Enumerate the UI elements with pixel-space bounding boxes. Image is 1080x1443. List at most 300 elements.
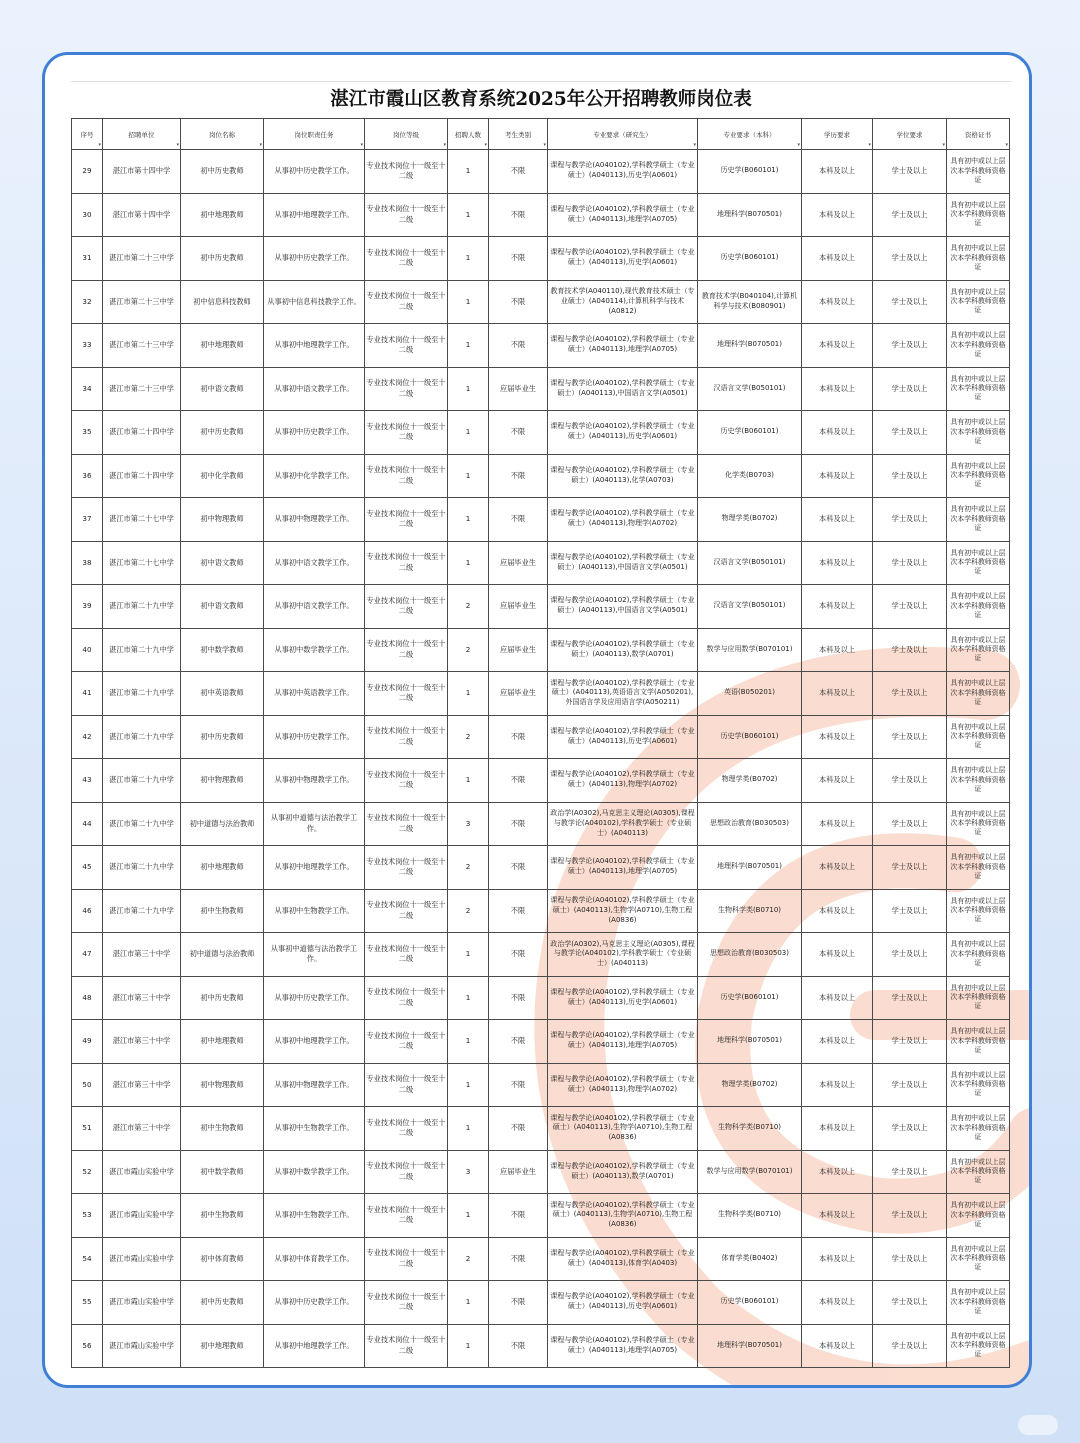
cell-count: 1 <box>448 976 489 1020</box>
cell-unit: 湛江市第二十九中学 <box>103 889 181 933</box>
cell-major-grad: 政治学(A0302),马克思主义理论(A0305),课程与教学论(A040102),学科教学硕士（专业硕士）(A040113) <box>548 802 698 846</box>
cell-grade: 专业技术岗位十一级至十二级 <box>365 1194 448 1238</box>
cell-education: 本科及以上 <box>802 1107 873 1151</box>
cell-degree: 学士及以上 <box>873 976 947 1020</box>
cell-post: 初中生物教师 <box>181 1107 264 1151</box>
cell-unit: 湛江市第二十九中学 <box>103 715 181 759</box>
cell-major-ug: 生物科学类(B0710) <box>698 889 802 933</box>
cell-major-ug: 历史学(B060101) <box>698 150 802 194</box>
table-row <box>72 324 1010 368</box>
cell-unit: 湛江市第二十九中学 <box>103 672 181 716</box>
cell-degree: 学士及以上 <box>873 715 947 759</box>
header-major-grad[interactable]: 专业要求（研究生） ▾ <box>548 119 698 150</box>
cell-degree: 学士及以上 <box>873 454 947 498</box>
cell-post: 初中化学教师 <box>181 454 264 498</box>
cell-unit: 湛江市第二十七中学 <box>103 541 181 585</box>
cell-count: 1 <box>448 933 489 977</box>
cell-major-grad: 课程与教学论(A040102),学科教学硕士（专业硕士）(A040113),化学(A0703) <box>548 454 698 498</box>
cell-education: 本科及以上 <box>802 933 873 977</box>
cell-grade: 专业技术岗位十一级至十二级 <box>365 715 448 759</box>
cell-grade: 专业技术岗位十一级至十二级 <box>365 976 448 1020</box>
table-row <box>72 1194 1010 1238</box>
cell-duty: 从事初中数学教学工作。 <box>264 628 365 672</box>
cell-education: 本科及以上 <box>802 715 873 759</box>
header-type[interactable]: 考生类别 ▾ <box>489 119 548 150</box>
cell-major-ug: 地理科学(B070501) <box>698 193 802 237</box>
header-seq[interactable]: 序号 ▾ <box>72 119 103 150</box>
header-duty[interactable]: 岗位职责任务 ▾ <box>264 119 365 150</box>
cell-seq: 50 <box>72 1063 103 1107</box>
cell-degree: 学士及以上 <box>873 237 947 281</box>
cell-duty: 从事初中历史教学工作。 <box>264 411 365 455</box>
header-certificate[interactable]: 资格证书 ▾ <box>947 119 1010 150</box>
cell-unit: 湛江市霞山实验中学 <box>103 1324 181 1368</box>
cell-type: 不限 <box>489 280 548 324</box>
cell-grade: 专业技术岗位十一级至十二级 <box>365 541 448 585</box>
cell-unit: 湛江市第十四中学 <box>103 150 181 194</box>
cell-type: 应届毕业生 <box>489 672 548 716</box>
cell-unit: 湛江市第三十中学 <box>103 1020 181 1064</box>
cell-duty: 从事初中生物教学工作。 <box>264 1107 365 1151</box>
cell-certificate: 具有初中或以上层次本学科教师资格证 <box>947 193 1010 237</box>
cell-education: 本科及以上 <box>802 846 873 890</box>
filter-arrow-icon: ▾ <box>797 142 800 148</box>
cell-major-ug: 思想政治教育(B030503) <box>698 802 802 846</box>
cell-grade: 专业技术岗位十一级至十二级 <box>365 846 448 890</box>
cell-count: 1 <box>448 1020 489 1064</box>
cell-seq: 56 <box>72 1324 103 1368</box>
cell-certificate: 具有初中或以上层次本学科教师资格证 <box>947 1107 1010 1151</box>
cell-unit: 湛江市第三十中学 <box>103 976 181 1020</box>
cell-education: 本科及以上 <box>802 889 873 933</box>
cell-certificate: 具有初中或以上层次本学科教师资格证 <box>947 672 1010 716</box>
cell-degree: 学士及以上 <box>873 541 947 585</box>
cell-major-grad: 课程与教学论(A040102),学科教学硕士（专业硕士）(A040113),地理学(A0705) <box>548 846 698 890</box>
cell-grade: 专业技术岗位十一级至十二级 <box>365 324 448 368</box>
cell-unit: 湛江市第三十中学 <box>103 1107 181 1151</box>
cell-post: 初中历史教师 <box>181 715 264 759</box>
cell-unit: 湛江市第三十中学 <box>103 1063 181 1107</box>
table-row <box>72 193 1010 237</box>
cell-post: 初中历史教师 <box>181 976 264 1020</box>
cell-grade: 专业技术岗位十一级至十二级 <box>365 889 448 933</box>
cell-duty: 从事初中语文教学工作。 <box>264 367 365 411</box>
header-major-ug[interactable]: 专业要求（本科） ▾ <box>698 119 802 150</box>
cell-unit: 湛江市霞山实验中学 <box>103 1237 181 1281</box>
filter-arrow-icon: ▾ <box>98 142 101 148</box>
cell-seq: 37 <box>72 498 103 542</box>
cell-education: 本科及以上 <box>802 411 873 455</box>
cell-major-ug: 地理科学(B070501) <box>698 846 802 890</box>
cell-certificate: 具有初中或以上层次本学科教师资格证 <box>947 1150 1010 1194</box>
cell-degree: 学士及以上 <box>873 846 947 890</box>
cell-duty: 从事初中化学教学工作。 <box>264 454 365 498</box>
cell-count: 3 <box>448 1150 489 1194</box>
header-degree[interactable]: 学位要求 ▾ <box>873 119 947 150</box>
table-row <box>72 889 1010 933</box>
cell-duty: 从事初中道德与法治教学工作。 <box>264 802 365 846</box>
cell-post: 初中道德与法治教师 <box>181 802 264 846</box>
header-grade[interactable]: 岗位等级 ▾ <box>365 119 448 150</box>
cell-type: 应届毕业生 <box>489 585 548 629</box>
cell-seq: 45 <box>72 846 103 890</box>
cell-major-ug: 体育学类(B0402) <box>698 1237 802 1281</box>
cell-post: 初中体育教师 <box>181 1237 264 1281</box>
cell-major-grad: 课程与教学论(A040102),学科教学硕士（专业硕士）(A040113),地理学(A0705) <box>548 1020 698 1064</box>
cell-post: 初中历史教师 <box>181 150 264 194</box>
cell-post: 初中地理教师 <box>181 1324 264 1368</box>
cell-education: 本科及以上 <box>802 1020 873 1064</box>
cell-education: 本科及以上 <box>802 150 873 194</box>
cell-education: 本科及以上 <box>802 280 873 324</box>
cell-certificate: 具有初中或以上层次本学科教师资格证 <box>947 889 1010 933</box>
cell-count: 1 <box>448 237 489 281</box>
cell-seq: 49 <box>72 1020 103 1064</box>
cell-certificate: 具有初中或以上层次本学科教师资格证 <box>947 280 1010 324</box>
cell-major-ug: 数学与应用数学(B070101) <box>698 628 802 672</box>
cell-certificate: 具有初中或以上层次本学科教师资格证 <box>947 1063 1010 1107</box>
header-post[interactable]: 岗位名称 ▾ <box>181 119 264 150</box>
cell-count: 1 <box>448 498 489 542</box>
cell-degree: 学士及以上 <box>873 411 947 455</box>
cell-education: 本科及以上 <box>802 759 873 803</box>
cell-degree: 学士及以上 <box>873 802 947 846</box>
cell-count: 1 <box>448 1324 489 1368</box>
cell-major-ug: 教育技术学(B040104),计算机科学与技术(B080901) <box>698 280 802 324</box>
cell-post: 初中地理教师 <box>181 324 264 368</box>
cell-count: 1 <box>448 1107 489 1151</box>
cell-certificate: 具有初中或以上层次本学科教师资格证 <box>947 150 1010 194</box>
cell-duty: 从事初中物理教学工作。 <box>264 498 365 542</box>
cell-type: 应届毕业生 <box>489 367 548 411</box>
cell-certificate: 具有初中或以上层次本学科教师资格证 <box>947 454 1010 498</box>
table-row <box>72 628 1010 672</box>
header-unit[interactable]: 招聘单位 ▾ <box>103 119 181 150</box>
table-row <box>72 1150 1010 1194</box>
cell-certificate: 具有初中或以上层次本学科教师资格证 <box>947 976 1010 1020</box>
table-row <box>72 411 1010 455</box>
cell-count: 3 <box>448 802 489 846</box>
cell-grade: 专业技术岗位十一级至十二级 <box>365 498 448 542</box>
table-row <box>72 367 1010 411</box>
cell-count: 2 <box>448 585 489 629</box>
cell-education: 本科及以上 <box>802 454 873 498</box>
cell-major-grad: 课程与教学论(A040102),学科教学硕士（专业硕士）(A040113),中国语言文学(A0501) <box>548 367 698 411</box>
cell-education: 本科及以上 <box>802 237 873 281</box>
table-body <box>72 150 1010 1368</box>
cell-count: 2 <box>448 846 489 890</box>
cell-major-grad: 课程与教学论(A040102),学科教学硕士（专业硕士）(A040113),历史学(A0601) <box>548 715 698 759</box>
table-row <box>72 1107 1010 1151</box>
corner-badge <box>1018 1415 1058 1435</box>
cell-type: 不限 <box>489 715 548 759</box>
cell-grade: 专业技术岗位十一级至十二级 <box>365 585 448 629</box>
cell-duty: 从事初中地理教学工作。 <box>264 846 365 890</box>
cell-degree: 学士及以上 <box>873 324 947 368</box>
cell-type: 不限 <box>489 933 548 977</box>
filter-arrow-icon: ▾ <box>868 142 871 148</box>
cell-education: 本科及以上 <box>802 324 873 368</box>
cell-post: 初中数学教师 <box>181 1150 264 1194</box>
cell-type: 不限 <box>489 759 548 803</box>
document-card <box>42 52 1032 1388</box>
cell-certificate: 具有初中或以上层次本学科教师资格证 <box>947 628 1010 672</box>
cell-degree: 学士及以上 <box>873 933 947 977</box>
cell-major-ug: 生物科学类(B0710) <box>698 1107 802 1151</box>
cell-certificate: 具有初中或以上层次本学科教师资格证 <box>947 759 1010 803</box>
cell-major-ug: 汉语言文学(B050101) <box>698 541 802 585</box>
cell-duty: 从事初中地理教学工作。 <box>264 324 365 368</box>
cell-major-ug: 物理学类(B0702) <box>698 498 802 542</box>
cell-major-grad: 课程与教学论(A040102),学科教学硕士（专业硕士）(A040113),英语语言文学(A050201),外国语言学及应用语言学(A050211) <box>548 672 698 716</box>
cell-major-ug: 地理科学(B070501) <box>698 1020 802 1064</box>
cell-post: 初中历史教师 <box>181 237 264 281</box>
cell-certificate: 具有初中或以上层次本学科教师资格证 <box>947 585 1010 629</box>
cell-duty: 从事初中生物教学工作。 <box>264 1194 365 1238</box>
cell-major-grad: 课程与教学论(A040102),学科教学硕士（专业硕士）(A040113),历史学(A0601) <box>548 976 698 1020</box>
cell-count: 1 <box>448 367 489 411</box>
cell-major-grad: 课程与教学论(A040102),学科教学硕士（专业硕士）(A040113),生物学(A0710),生物工程(A0836) <box>548 1107 698 1151</box>
cell-duty: 从事初中历史教学工作。 <box>264 237 365 281</box>
cell-post: 初中地理教师 <box>181 846 264 890</box>
cell-post: 初中生物教师 <box>181 1194 264 1238</box>
cell-duty: 从事初中信息科技教学工作。 <box>264 280 365 324</box>
cell-seq: 34 <box>72 367 103 411</box>
cell-count: 1 <box>448 1063 489 1107</box>
cell-count: 2 <box>448 889 489 933</box>
page-title: 湛江市霞山区教育系统2025年公开招聘教师岗位表 <box>71 81 1011 118</box>
cell-count: 1 <box>448 324 489 368</box>
cell-seq: 46 <box>72 889 103 933</box>
cell-type: 不限 <box>489 1063 548 1107</box>
filter-arrow-icon: ▾ <box>360 142 363 148</box>
cell-major-grad: 课程与教学论(A040102),学科教学硕士（专业硕士）(A040113),历史学(A0601) <box>548 150 698 194</box>
cell-duty: 从事初中历史教学工作。 <box>264 976 365 1020</box>
cell-seq: 35 <box>72 411 103 455</box>
cell-seq: 39 <box>72 585 103 629</box>
spreadsheet <box>71 81 1011 1368</box>
cell-major-ug: 化学类(B0703) <box>698 454 802 498</box>
cell-major-ug: 地理科学(B070501) <box>698 1324 802 1368</box>
cell-certificate: 具有初中或以上层次本学科教师资格证 <box>947 715 1010 759</box>
table-row <box>72 454 1010 498</box>
cell-unit: 湛江市霞山实验中学 <box>103 1194 181 1238</box>
cell-unit: 湛江市第二十九中学 <box>103 846 181 890</box>
cell-count: 1 <box>448 150 489 194</box>
cell-certificate: 具有初中或以上层次本学科教师资格证 <box>947 498 1010 542</box>
cell-grade: 专业技术岗位十一级至十二级 <box>365 1107 448 1151</box>
cell-type: 应届毕业生 <box>489 541 548 585</box>
cell-duty: 从事初中生物教学工作。 <box>264 889 365 933</box>
cell-post: 初中生物教师 <box>181 889 264 933</box>
table-row <box>72 802 1010 846</box>
table-row <box>72 759 1010 803</box>
cell-degree: 学士及以上 <box>873 1107 947 1151</box>
cell-degree: 学士及以上 <box>873 628 947 672</box>
header-count[interactable]: 招聘人数 ▾ <box>448 119 489 150</box>
cell-degree: 学士及以上 <box>873 280 947 324</box>
cell-unit: 湛江市霞山实验中学 <box>103 1150 181 1194</box>
cell-grade: 专业技术岗位十一级至十二级 <box>365 1020 448 1064</box>
table-row <box>72 976 1010 1020</box>
cell-unit: 湛江市第二十九中学 <box>103 628 181 672</box>
cell-post: 初中历史教师 <box>181 1281 264 1325</box>
cell-seq: 54 <box>72 1237 103 1281</box>
cell-type: 不限 <box>489 1281 548 1325</box>
cell-certificate: 具有初中或以上层次本学科教师资格证 <box>947 1237 1010 1281</box>
cell-duty: 从事初中历史教学工作。 <box>264 150 365 194</box>
cell-type: 应届毕业生 <box>489 628 548 672</box>
cell-education: 本科及以上 <box>802 1063 873 1107</box>
cell-grade: 专业技术岗位十一级至十二级 <box>365 759 448 803</box>
cell-duty: 从事初中物理教学工作。 <box>264 1063 365 1107</box>
cell-type: 不限 <box>489 1237 548 1281</box>
table-row <box>72 1237 1010 1281</box>
cell-grade: 专业技术岗位十一级至十二级 <box>365 237 448 281</box>
cell-grade: 专业技术岗位十一级至十二级 <box>365 1324 448 1368</box>
cell-education: 本科及以上 <box>802 1281 873 1325</box>
cell-education: 本科及以上 <box>802 585 873 629</box>
cell-type: 不限 <box>489 1107 548 1151</box>
cell-major-ug: 历史学(B060101) <box>698 237 802 281</box>
cell-degree: 学士及以上 <box>873 498 947 542</box>
cell-unit: 湛江市第三十中学 <box>103 933 181 977</box>
table-row <box>72 846 1010 890</box>
cell-education: 本科及以上 <box>802 1194 873 1238</box>
table-row <box>72 498 1010 542</box>
cell-duty: 从事初中地理教学工作。 <box>264 1020 365 1064</box>
cell-major-grad: 课程与教学论(A040102),学科教学硕士（专业硕士）(A040113),地理学(A0705) <box>548 193 698 237</box>
cell-seq: 36 <box>72 454 103 498</box>
cell-degree: 学士及以上 <box>873 1237 947 1281</box>
cell-major-ug: 历史学(B060101) <box>698 976 802 1020</box>
cell-count: 2 <box>448 715 489 759</box>
cell-post: 初中英语教师 <box>181 672 264 716</box>
cell-seq: 51 <box>72 1107 103 1151</box>
cell-post: 初中道德与法治教师 <box>181 933 264 977</box>
cell-degree: 学士及以上 <box>873 1324 947 1368</box>
cell-duty: 从事初中地理教学工作。 <box>264 193 365 237</box>
cell-degree: 学士及以上 <box>873 1281 947 1325</box>
cell-certificate: 具有初中或以上层次本学科教师资格证 <box>947 1324 1010 1368</box>
table-row <box>72 933 1010 977</box>
cell-type: 不限 <box>489 237 548 281</box>
cell-grade: 专业技术岗位十一级至十二级 <box>365 150 448 194</box>
cell-grade: 专业技术岗位十一级至十二级 <box>365 193 448 237</box>
cell-post: 初中语文教师 <box>181 541 264 585</box>
cell-type: 不限 <box>489 846 548 890</box>
cell-type: 不限 <box>489 411 548 455</box>
cell-post: 初中历史教师 <box>181 411 264 455</box>
cell-grade: 专业技术岗位十一级至十二级 <box>365 411 448 455</box>
cell-seq: 44 <box>72 802 103 846</box>
cell-certificate: 具有初中或以上层次本学科教师资格证 <box>947 367 1010 411</box>
cell-major-ug: 生物科学类(B0710) <box>698 1194 802 1238</box>
cell-education: 本科及以上 <box>802 976 873 1020</box>
cell-education: 本科及以上 <box>802 1150 873 1194</box>
cell-degree: 学士及以上 <box>873 759 947 803</box>
filter-arrow-icon: ▾ <box>693 142 696 148</box>
cell-seq: 42 <box>72 715 103 759</box>
cell-major-grad: 课程与教学论(A040102),学科教学硕士（专业硕士）(A040113),地理学(A0705) <box>548 324 698 368</box>
cell-seq: 52 <box>72 1150 103 1194</box>
cell-post: 初中信息科技教师 <box>181 280 264 324</box>
cell-unit: 湛江市第二十四中学 <box>103 454 181 498</box>
cell-count: 1 <box>448 672 489 716</box>
filter-arrow-icon: ▾ <box>942 142 945 148</box>
table-row <box>72 280 1010 324</box>
cell-certificate: 具有初中或以上层次本学科教师资格证 <box>947 541 1010 585</box>
cell-degree: 学士及以上 <box>873 1150 947 1194</box>
cell-major-ug: 物理学类(B0702) <box>698 759 802 803</box>
cell-unit: 湛江市霞山实验中学 <box>103 1281 181 1325</box>
table-row <box>72 541 1010 585</box>
cell-grade: 专业技术岗位十一级至十二级 <box>365 1237 448 1281</box>
cell-major-grad: 课程与教学论(A040102),学科教学硕士（专业硕士）(A040113),物理学(A0702) <box>548 498 698 542</box>
cell-major-grad: 课程与教学论(A040102),学科教学硕士（专业硕士）(A040113),历史学(A0601) <box>548 1281 698 1325</box>
cell-count: 1 <box>448 454 489 498</box>
cell-unit: 湛江市第二十九中学 <box>103 585 181 629</box>
cell-certificate: 具有初中或以上层次本学科教师资格证 <box>947 1194 1010 1238</box>
cell-post: 初中数学教师 <box>181 628 264 672</box>
cell-post: 初中地理教师 <box>181 193 264 237</box>
table-row <box>72 1063 1010 1107</box>
table-row <box>72 585 1010 629</box>
cell-seq: 29 <box>72 150 103 194</box>
cell-degree: 学士及以上 <box>873 889 947 933</box>
cell-count: 1 <box>448 411 489 455</box>
table-row <box>72 672 1010 716</box>
cell-grade: 专业技术岗位十一级至十二级 <box>365 1281 448 1325</box>
cell-type: 不限 <box>489 193 548 237</box>
cell-grade: 专业技术岗位十一级至十二级 <box>365 280 448 324</box>
cell-seq: 55 <box>72 1281 103 1325</box>
table-row <box>72 715 1010 759</box>
cell-seq: 40 <box>72 628 103 672</box>
cell-post: 初中语文教师 <box>181 585 264 629</box>
cell-degree: 学士及以上 <box>873 150 947 194</box>
cell-grade: 专业技术岗位十一级至十二级 <box>365 802 448 846</box>
cell-major-grad: 课程与教学论(A040102),学科教学硕士（专业硕士）(A040113),地理学(A0705) <box>548 1324 698 1368</box>
filter-arrow-icon: ▾ <box>443 142 446 148</box>
cell-major-ug: 思想政治教育(B030503) <box>698 933 802 977</box>
cell-seq: 41 <box>72 672 103 716</box>
cell-duty: 从事初中语文教学工作。 <box>264 541 365 585</box>
cell-grade: 专业技术岗位十一级至十二级 <box>365 628 448 672</box>
cell-count: 1 <box>448 193 489 237</box>
cell-major-grad: 课程与教学论(A040102),学科教学硕士（专业硕士）(A040113),历史学(A0601) <box>548 237 698 281</box>
table-row <box>72 237 1010 281</box>
cell-count: 2 <box>448 628 489 672</box>
cell-count: 1 <box>448 541 489 585</box>
filter-arrow-icon: ▾ <box>259 142 262 148</box>
cell-certificate: 具有初中或以上层次本学科教师资格证 <box>947 411 1010 455</box>
cell-degree: 学士及以上 <box>873 672 947 716</box>
header-education[interactable]: 学历要求 ▾ <box>802 119 873 150</box>
table-row <box>72 1281 1010 1325</box>
cell-major-ug: 物理学类(B0702) <box>698 1063 802 1107</box>
cell-grade: 专业技术岗位十一级至十二级 <box>365 1063 448 1107</box>
table-row <box>72 150 1010 194</box>
cell-seq: 48 <box>72 976 103 1020</box>
cell-degree: 学士及以上 <box>873 367 947 411</box>
cell-unit: 湛江市第二十四中学 <box>103 411 181 455</box>
cell-type: 不限 <box>489 454 548 498</box>
cell-type: 不限 <box>489 889 548 933</box>
cell-degree: 学士及以上 <box>873 1063 947 1107</box>
cell-count: 1 <box>448 1281 489 1325</box>
cell-post: 初中物理教师 <box>181 759 264 803</box>
